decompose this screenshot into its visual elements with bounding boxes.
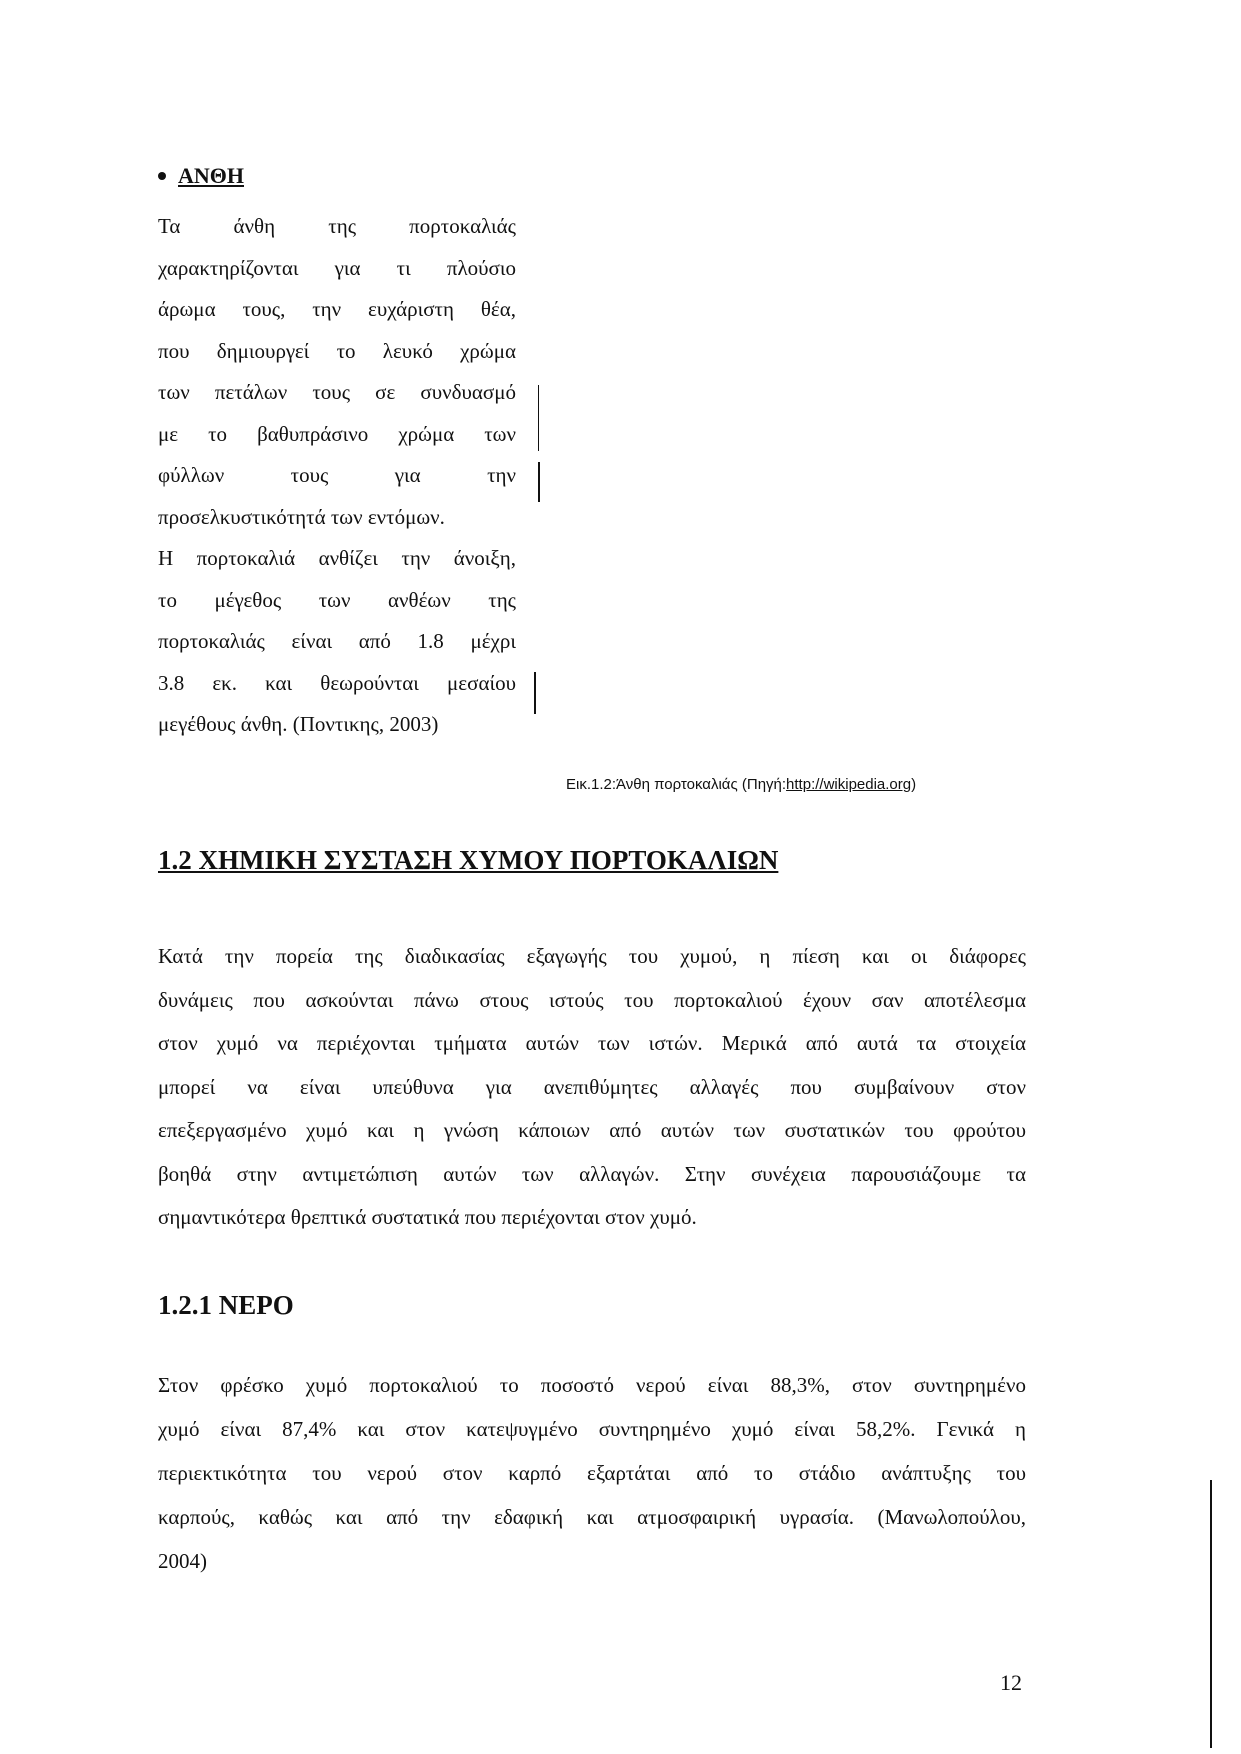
scan-edge-line bbox=[538, 385, 539, 451]
paragraph-line: περιεκτικότητα του νερού στον καρπό εξαρτάται από το στάδιο ανάπτυξης του bbox=[158, 1461, 1026, 1485]
paragraph-line: 2004) bbox=[158, 1549, 207, 1573]
scan-edge-line bbox=[1210, 1480, 1212, 1748]
scan-edge-line bbox=[538, 462, 540, 502]
paragraph-line: άρωμα τους, την ευχάριστη θέα, bbox=[158, 297, 516, 321]
paragraph-line: πορτοκαλιάς είναι από 1.8 μέχρι bbox=[158, 629, 516, 653]
paragraph-line: σημαντικότερα θρεπτικά συστατικά που περιέχονται στον χυμό. bbox=[158, 1205, 697, 1229]
paragraph-line: στον χυμό να περιέχονται τμήματα αυτών των ιστών. Μερικά από αυτά τα στοιχεία bbox=[158, 1031, 1026, 1055]
bullet-dot-icon bbox=[158, 172, 166, 180]
paragraph-line: Στον φρέσκο χυμό πορτοκαλιού το ποσοστό νερού είναι 88,3%, στον συντηρημένο bbox=[158, 1373, 1026, 1397]
paragraph-line: Η πορτοκαλιά ανθίζει την άνοιξη, bbox=[158, 546, 516, 570]
paragraph-line: 3.8 εκ. και θεωρούνται μεσαίου bbox=[158, 670, 516, 695]
paragraph-line: το μέγεθος των ανθέων της bbox=[158, 587, 516, 612]
paragraph-line: των πετάλων τους σε συνδυασμό bbox=[158, 380, 516, 404]
caption-text: Εικ.1.2:Άνθη πορτοκαλιάς (Πηγή: bbox=[566, 776, 787, 793]
scan-edge-line bbox=[534, 672, 536, 714]
bullet-heading-label: ΑΝΘΗ bbox=[178, 163, 244, 188]
page-number: 12 bbox=[1000, 1670, 1022, 1695]
paragraph-line: με το βαθυπράσινο χρώμα των bbox=[158, 421, 516, 446]
bullet-heading bbox=[158, 163, 244, 189]
paragraph-line: βοηθά στην αντιμετώπιση αυτών των αλλαγών. Στην συνέχεια παρουσιάζουμε τα bbox=[158, 1161, 1026, 1186]
flowers-paragraph bbox=[158, 206, 516, 746]
paragraph-line: μεγέθους άνθη. (Ποντικης, 2003) bbox=[158, 712, 439, 736]
paragraph-line: χαρακτηρίζονται για τι πλούσιο bbox=[158, 255, 516, 280]
paragraph-line: επεξεργασμένο χυμό και η γνώση κάποιων από αυτών των συστατικών του φρούτου bbox=[158, 1118, 1026, 1142]
paragraph-line: φύλλων τους για την bbox=[158, 463, 516, 487]
paragraph-line: που δημιουργεί το λευκό χρώμα bbox=[158, 338, 516, 363]
paragraph-line: Τα άνθη της πορτοκαλιάς bbox=[158, 214, 516, 238]
subsection-paragraph bbox=[158, 1363, 1026, 1583]
section-heading: 1.2 ΧΗΜΙΚΗ ΣΥΣΤΑΣΗ ΧΥΜΟΥ ΠΟΡΤΟΚΑΛΙΩΝ bbox=[158, 845, 779, 875]
paragraph-line: δυνάμεις που ασκούνται πάνω στους ιστούς του πορτοκαλιού έχουν σαν αποτέλεσμα bbox=[158, 987, 1026, 1012]
section-paragraph bbox=[158, 935, 1026, 1240]
paragraph-line: Κατά την πορεία της διαδικασίας εξαγωγής του χυμού, η πίεση και οι διάφορες bbox=[158, 944, 1026, 968]
figure-caption bbox=[566, 776, 916, 793]
paragraph-line: προσελκυστικότητά των εντόμων. bbox=[158, 504, 445, 529]
caption-source-link[interactable]: http://wikipedia.org bbox=[786, 776, 912, 793]
subsection-heading: 1.2.1 ΝΕΡΟ bbox=[158, 1290, 294, 1320]
paragraph-line: μπορεί να είναι υπεύθυνα για ανεπιθύμητες αλλαγές που συμβαίνουν στον bbox=[158, 1074, 1026, 1099]
paragraph-line: χυμό είναι 87,4% και στον κατεψυγμένο συντηρημένο χυμό είναι 58,2%. Γενικά η bbox=[158, 1417, 1026, 1441]
paragraph-line: καρπούς, καθώς και από την εδαφική και ατμοσφαιρική υγρασία. (Μανωλοπούλου, bbox=[158, 1505, 1026, 1529]
caption-close: ) bbox=[911, 776, 917, 793]
